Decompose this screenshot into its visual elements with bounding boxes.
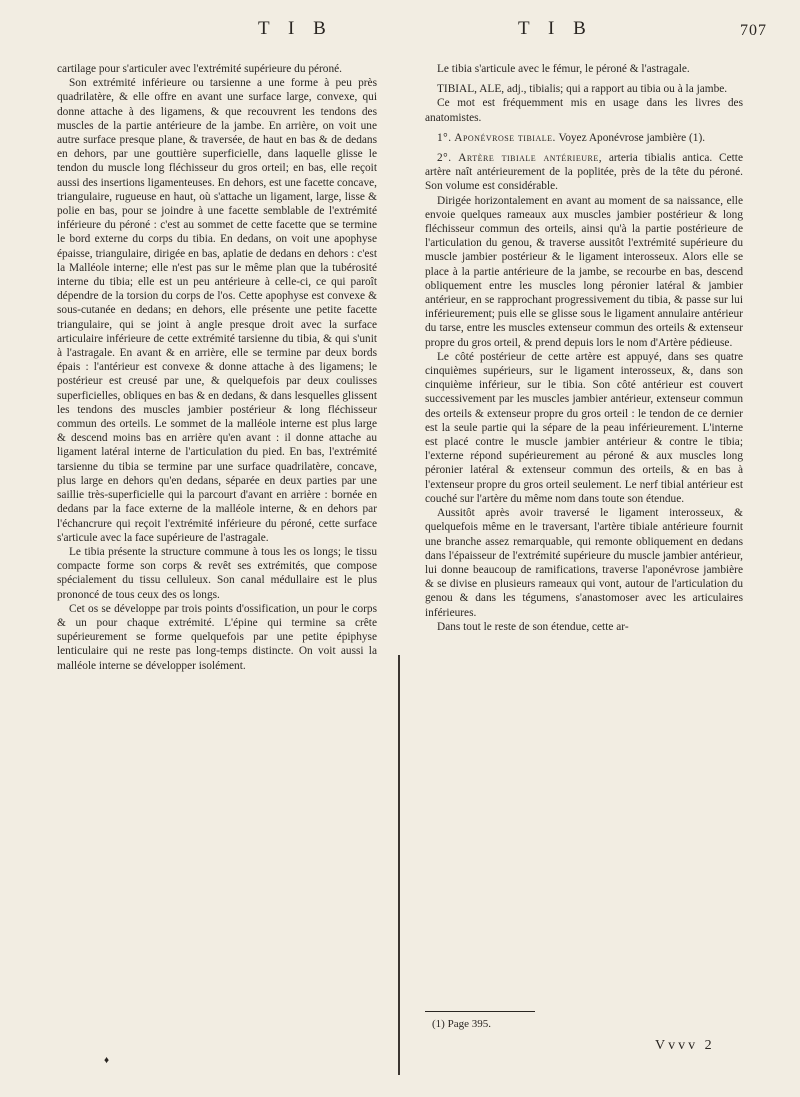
- paragraph: Cet os se développe par trois points d'ossification, un pour le corps & un pour chaque extrémité. L'épine qui termine sa crête supérieurement se forme quelquefois par une petite épiphyse lenticulaire qui ne reste pas long-temps distincte. On voit aussi la malléole interne se développer isolément.: [57, 602, 377, 672]
- bottom-mark: ♦: [104, 1055, 110, 1066]
- subentry: [425, 151, 743, 194]
- right-column: [425, 62, 743, 1037]
- paragraph: Dirigée horizontalement en avant au moment de sa naissance, elle envoie quelques rameaux aux muscles jambier postérieur & long fléchisseur commun des orteils, ainsi qu'à la partie postérieure de l'articulation du genou, & traverse aussitôt l'extrémité supérieure du muscle jambier postérieur & le ligament interosseux. Alors elle se place à la partie antérieure de la jambe, se recourbe en bas, descend obliquement entre les muscles long péronier latéral & jambier antérieur, en se rapprochant progressivement du tibia, & passe sur lui inférieurement; puis elle se glisse sous le ligament annulaire antérieur du tarse, entre les muscles extenseur commun des orteils & extenseur propre du gros orteil, & prend depuis lors le nom d'Artère pédieuse.: [425, 194, 743, 349]
- printer-signature: Vvvv 2: [655, 1038, 715, 1053]
- paragraph: cartilage pour s'articuler avec l'extrémité supérieure du péroné.: [57, 63, 343, 75]
- column-divider: [398, 655, 400, 1075]
- paragraph: Dans tout le reste de son étendue, cette ar-: [437, 620, 629, 633]
- paragraph: Ce mot est fréquemment mis en usage dans les livres des anatomistes.: [425, 97, 743, 124]
- paragraph: Le côté postérieur de cette artère est appuyé, dans ses quatre cinquièmes supérieurs, sur le ligament interosseux, &, dans son cinquième inférieur, sur le tibia. Son côté antérieur est couvert successivement par les muscles jambier antérieur, extenseur commun des orteils & extenseur propre du gros orteil : le tendon de ce dernier est la seule partie qui la sépare de la peau inférieurement. L'interne est placé contre le muscle jambier antérieur & contre le tibia; l'externe répond supérieurement au péroné & aux muscles long péronier latéral & extenseur commun des orteils, & en bas à l'extenseur propre du gros orteil seulement. Le nerf tibial antérieur est couché sur l'artère du même nom dans toute son étendue.: [425, 350, 743, 505]
- subentry-label: 1°. Aponévrose tibiale.: [437, 131, 556, 144]
- paragraph: Le tibia s'articule avec le fémur, le péroné & l'astragale.: [437, 63, 690, 75]
- subentry-text: Voyez Aponévrose jambière (1).: [558, 131, 706, 144]
- paragraph: Aussitôt après avoir traversé le ligament interosseux, & quelquefois même en le traversant, l'artère tibiale antérieure fournit une branche assez remarquable, qui remonte obliquement en dedans dans l'épaisseur de l'extrémité supérieure du muscle jambier antérieur, lui donne beaucoup de ramifications, traverse l'aponévrose jambière & se divise en plusieurs rameaux qui vont, autour de l'articulation du genou & dans les tégumens, s'anastomoser avec les articulaires inférieures.: [425, 507, 743, 619]
- subentry: [425, 131, 743, 145]
- subentry-text: arteria tibialis antica. Cette artère naît antérieurement de la poplitée, près de la tête du péroné. Son volume est considérable.: [425, 152, 743, 193]
- paragraph: Son extrémité inférieure ou tarsienne a une forme à peu près quadrilatère, & elle offre en avant une surface large, convexe, qui donne attache à des ligamens, & que recouvrent les tendons des muscles de la partie antérieure de la jambe. En arrière, on voit une autre surface presque plane, & traversée, de haut en bas & de dedans en dehors, par une gouttière superficielle, dans laquelle glisse le tendon du muscle long fléchisseur du gros orteil; en bas, elle reçoit aussi des insertions ligamenteuses. En dehors, est une facette concave, triangulaire, rugueuse en haut, où s'attache un ligament, large, lisse & polie en bas, pour se joindre à une facette semblable de l'extrémité inférieure du péroné : c'est au sommet de cette facette que se termine le bord externe du corps du tibia. En dedans, on voit une apophyse épaisse, triangulaire, dirigée en bas, aplatie de dedans en dehors : c'est la Malléole interne; elle n'est pas sur le même plan que la tubérosité interne du tibia; elle est un peu antérieure à celle-ci, ce qui paroît dépendre de la torsion du corps de l'os. Cette apophyse est convexe & sous-cutanée en dedans; en dehors, elle présente une petite facette triangulaire, qui se joint à angle presque droit avec la surface articulaire inférieure de cette extrémité tarsienne du tibia, & qui s'unit à l'astragale. En avant & en arrière, elle se termine par deux bords épais : l'antérieur est convexe & donne attache à des ligamens; le postérieur est creusé par une, & quelquefois par deux coulisses superficielles, obliques en bas & en dedans, & dans lesquelles glissent les tendons des muscles jambier postérieur & long fléchisseur commun des orteils. Le sommet de la malléole interne est plus large & descend moins bas en arrière qu'en avant : il donne attache au ligament latéral interne de l'articulation du pied. En bas, l'extrémité tarsienne du tibia se termine par une surface quadrilatère, concave, plus large en dehors qu'en dedans, séparée en deux parties par une saillie très-superficielle qui la parcourt d'avant en arrière : bornée en dedans par la face externe de la malléole interne, & en dehors par l'échancrure qui reçoit l'extrémité inférieure du péroné, cette surface s'articule avec la face supérieure de l'astragale.: [57, 77, 377, 544]
- entry-heading: TIBIAL, ALE, adj., tibialis; qui a rapport au tibia ou à la jambe.: [437, 83, 728, 96]
- footnote-rule: [425, 1011, 535, 1012]
- running-head-right: T I B: [518, 18, 593, 39]
- page-number: 707: [740, 22, 767, 39]
- left-column: [57, 62, 377, 1022]
- paragraph: Le tibia présente la structure commune à tous les os longs; le tissu compacte forme son corps & revêt ses extrémités, que compose spécialement du tissu celluleux. Son canal médullaire est le plus prononcé de tous ceux des os longs.: [57, 545, 377, 601]
- subentry-label: 2°. Artère tibiale antérieure,: [437, 152, 603, 165]
- running-head: [0, 18, 800, 48]
- footnote: (1) Page 395.: [432, 1018, 491, 1030]
- running-head-left: T I B: [258, 18, 333, 39]
